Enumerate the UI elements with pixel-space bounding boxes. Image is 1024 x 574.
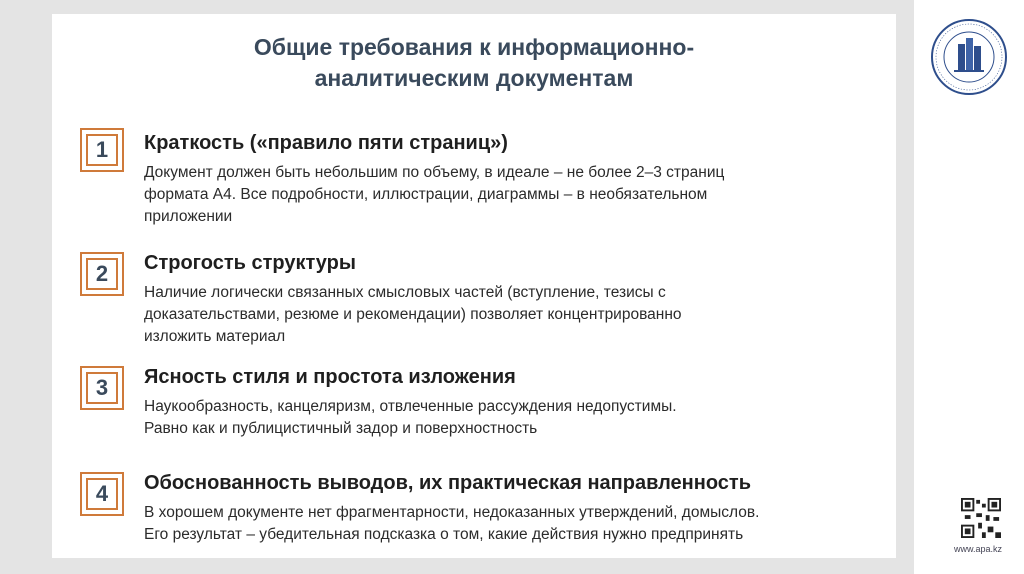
requirement-description-2 [144,282,884,348]
description-line: приложении [144,208,233,225]
requirement-description-4 [144,502,884,546]
description-line: изложить материал [144,328,286,345]
qr-code-icon[interactable] [961,498,1001,538]
sidebar [914,0,1024,574]
requirement-heading-1: Краткость («правило пяти страниц») [144,132,508,154]
description-line: Документ должен быть небольшим по объему, в идеале – не более 2–3 страниц [144,164,725,181]
number-badge-4-label: 4 [86,478,118,510]
description-line: Наукообразность, канцеляризм, отвлеченные рассуждения недопустимы. [144,398,677,415]
slide-title-line-1: Общие требования к информационно- [253,34,695,60]
requirement-heading-2: Строгость структуры [144,252,356,274]
number-badge-2-label: 2 [86,258,118,290]
description-line: доказательствами, резюме и рекомендации) позволяет концентрированно [144,306,682,323]
number-badge-3-label: 3 [86,372,118,404]
number-badge-4 [80,472,124,516]
website-url[interactable]: www.apa.kz [954,544,1003,554]
requirement-description-1 [144,162,884,228]
academy-seal-icon [930,18,1008,96]
slide-title [52,32,896,94]
requirement-heading-3: Ясность стиля и простота изложения [144,366,516,388]
description-line: Равно как и публицистичный задор и поверхностность [144,420,538,437]
requirement-heading-4: Обоснованность выводов, их практическая направленность [144,472,751,494]
slide [52,14,896,558]
description-line: Наличие логически связанных смысловых частей (вступление, тезисы с [144,284,666,301]
requirement-description-3 [144,396,884,440]
description-line: формата А4. Все подробности, иллюстрации, диаграммы – в необязательном [144,186,708,203]
description-line: В хорошем документе нет фрагментарности, недоказанных утверждений, домыслов. [144,504,760,521]
number-badge-1-label: 1 [86,134,118,166]
description-line: Его результат – убедительная подсказка о том, какие действия нужно предпринять [144,526,744,543]
number-badge-1 [80,128,124,172]
number-badge-2 [80,252,124,296]
number-badge-3 [80,366,124,410]
slide-title-line-2: аналитическим документам [314,65,634,91]
